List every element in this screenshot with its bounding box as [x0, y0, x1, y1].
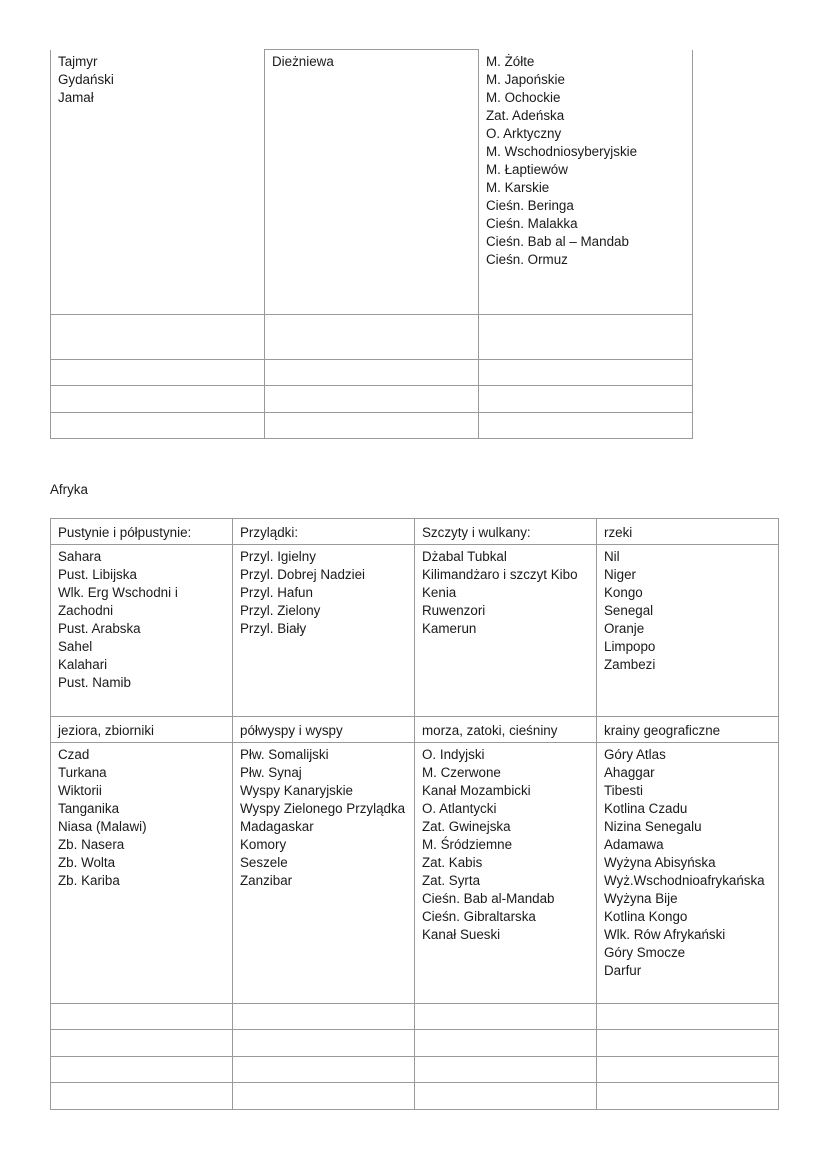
empty-cell — [265, 413, 479, 439]
list-item: Przyl. Zielony — [240, 603, 321, 618]
list — [265, 50, 478, 71]
list-item: Cieśn. Beringa — [486, 197, 574, 213]
list-item: Pust. Namib — [58, 675, 131, 690]
list-item: Sahara — [58, 549, 102, 564]
list-item: M. Japońskie — [486, 71, 565, 87]
header-cell: Pustynie i półpustynie: — [51, 519, 233, 545]
list-item: Góry Smocze — [604, 945, 686, 960]
list-item: O. Indyjski — [422, 747, 485, 762]
list-item: Kotlina Kongo — [604, 909, 688, 924]
list-item: Wlk. Erg Wschodni i — [58, 585, 178, 600]
empty-cell — [479, 360, 693, 386]
empty-cell — [51, 386, 265, 413]
list-item: Zat. Adeńska — [486, 107, 565, 123]
list-item: Niasa (Malawi) — [58, 819, 147, 834]
empty-cell — [415, 1030, 597, 1057]
africa-table — [50, 518, 779, 1110]
empty-cell — [51, 360, 265, 386]
list-item: M. Wschodniosyberyjskie — [486, 143, 638, 159]
list-item: Limpopo — [604, 639, 656, 654]
list-item: Przyl. Dobrej Nadziei — [240, 567, 366, 582]
list-item: Cieśn. Bab al-Mandab — [422, 891, 555, 906]
empty-cell — [415, 1083, 597, 1110]
list-item: Pust. Libijska — [58, 567, 137, 582]
empty-cell — [597, 1083, 779, 1110]
empty-cell — [51, 413, 265, 439]
top-col3-cell — [479, 50, 693, 315]
header-cell: Przylądki: — [233, 519, 415, 545]
list-item: O. Atlantycki — [422, 801, 497, 816]
list-cell — [597, 545, 779, 717]
empty-cell — [265, 315, 479, 360]
empty-cell — [233, 1030, 415, 1057]
list-item: Kenia — [422, 585, 457, 600]
list-item: Madagaskar — [240, 819, 314, 834]
list-item: Wyżyna Abisyńska — [604, 855, 716, 870]
list-item: Cieśn. Malakka — [486, 215, 578, 231]
list-item: Turkana — [58, 765, 107, 780]
list-cell — [51, 743, 233, 1004]
list-item: O. Arktyczny — [486, 125, 562, 141]
empty-cell — [479, 413, 693, 439]
list-item: Nizina Senegalu — [604, 819, 702, 834]
empty-cell — [479, 315, 693, 360]
list-item: Kilimandżaro i szczyt Kibo — [422, 567, 578, 582]
list-item: Kanał Mozambicki — [422, 783, 531, 798]
list-item: Przyl. Hafun — [240, 585, 313, 600]
empty-cell — [597, 1030, 779, 1057]
list-item: Płw. Synaj — [240, 765, 302, 780]
empty-cell — [265, 386, 479, 413]
list-item: Kamerun — [422, 621, 477, 636]
empty-cell — [233, 1004, 415, 1030]
list-item: Oranje — [604, 621, 645, 636]
list — [51, 545, 232, 692]
list-item: Zb. Nasera — [58, 837, 125, 852]
list-item: Kanał Sueski — [422, 927, 501, 942]
empty-cell — [597, 1057, 779, 1083]
list-cell — [415, 545, 597, 717]
list-item: Sahel — [58, 639, 93, 654]
list — [597, 545, 778, 674]
header-cell: jeziora, zbiorniki — [51, 717, 233, 743]
list-item: Gydański — [58, 71, 114, 87]
list-item: Jamał — [58, 89, 94, 105]
empty-cell — [597, 1004, 779, 1030]
list-item: Darfur — [604, 963, 642, 978]
list-item: Kalahari — [58, 657, 108, 672]
top-col2-cell — [265, 50, 479, 315]
header-cell: Szczyty i wulkany: — [415, 519, 597, 545]
list — [597, 743, 778, 980]
list — [51, 743, 232, 890]
empty-cell — [233, 1083, 415, 1110]
list-item: M. Śródziemne — [422, 837, 513, 852]
list-item: Cieśn. Bab al – Mandab — [486, 233, 629, 249]
list-item: M. Łaptiewów — [486, 161, 568, 177]
list-item: Kotlina Czadu — [604, 801, 688, 816]
list-item: M. Karskie — [486, 179, 550, 195]
list-item: Płw. Somalijski — [240, 747, 329, 762]
list-item: Cieśn. Gibraltarska — [422, 909, 536, 924]
list — [479, 50, 692, 269]
list-item: Wyż.Wschodnioafrykańska — [604, 873, 765, 888]
list-item: Adamawa — [604, 837, 664, 852]
list-item: Tanganika — [58, 801, 120, 816]
list — [415, 743, 596, 944]
empty-cell — [415, 1057, 597, 1083]
list-item: Dżabal Tubkal — [422, 549, 507, 564]
list-item: M. Czerwone — [422, 765, 501, 780]
list-item: Pust. Arabska — [58, 621, 141, 636]
list — [415, 545, 596, 638]
list-item: Zanzibar — [240, 873, 293, 888]
section-title: Afryka — [50, 482, 88, 497]
list-item: Ahaggar — [604, 765, 655, 780]
list-item: Wlk. Rów Afrykański — [604, 927, 726, 942]
header-cell: krainy geograficzne — [597, 717, 779, 743]
list-cell — [51, 545, 233, 717]
header-cell: półwyspy i wyspy — [233, 717, 415, 743]
list-item: Dieżniewa — [272, 54, 334, 69]
list-item: Tibesti — [604, 783, 643, 798]
empty-cell — [51, 1004, 233, 1030]
list-item: Seszele — [240, 855, 288, 870]
list-item: Czad — [58, 747, 90, 762]
list-cell — [233, 743, 415, 1004]
list-item: Wyżyna Bije — [604, 891, 678, 906]
list-item: Tajmyr — [58, 53, 98, 69]
list — [51, 50, 264, 107]
empty-cell — [51, 1057, 233, 1083]
list-item: Wiktorii — [58, 783, 102, 798]
empty-cell — [51, 315, 265, 360]
list-item: Zambezi — [604, 657, 656, 672]
list-item: Ruwenzori — [422, 603, 486, 618]
header-cell: morza, zatoki, cieśniny — [415, 717, 597, 743]
empty-cell — [233, 1057, 415, 1083]
list-item: Zb. Wolta — [58, 855, 116, 870]
list-item: M. Żółte — [486, 53, 535, 69]
empty-cell — [415, 1004, 597, 1030]
top-col1-cell — [51, 50, 265, 315]
list-item: Nil — [604, 549, 620, 564]
list-item: Zb. Kariba — [58, 873, 120, 888]
list-item: Przyl. Biały — [240, 621, 307, 636]
empty-cell — [479, 386, 693, 413]
list — [233, 743, 414, 890]
list-item: Zat. Syrta — [422, 873, 481, 888]
empty-cell — [265, 360, 479, 386]
list-item: Wyspy Kanaryjskie — [240, 783, 353, 798]
list-item: Góry Atlas — [604, 747, 666, 762]
list-cell — [233, 545, 415, 717]
header-cell: rzeki — [597, 519, 779, 545]
empty-cell — [51, 1030, 233, 1057]
top-table — [50, 49, 693, 439]
list-item: Kongo — [604, 585, 643, 600]
list-item: Przyl. Igielny — [240, 549, 316, 564]
list-item: Cieśn. Ormuz — [486, 251, 568, 267]
list-item: Wyspy Zielonego Przylądka — [240, 801, 406, 816]
list-item: Zat. Kabis — [422, 855, 483, 870]
list-item: M. Ochockie — [486, 89, 561, 105]
list-item: Zat. Gwinejska — [422, 819, 511, 834]
list-cell — [415, 743, 597, 1004]
empty-cell — [51, 1083, 233, 1110]
list-item: Zachodni — [58, 603, 114, 618]
list-item: Niger — [604, 567, 636, 582]
list-item: Senegal — [604, 603, 654, 618]
list — [233, 545, 414, 638]
list-item: Komory — [240, 837, 287, 852]
list-cell — [597, 743, 779, 1004]
